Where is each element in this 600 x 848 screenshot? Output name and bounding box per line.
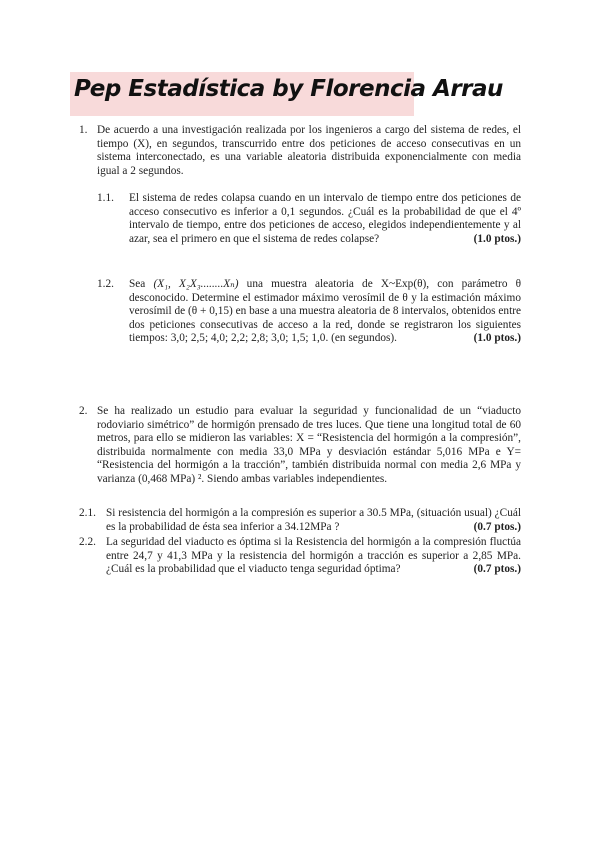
q2-1-block [106, 507, 521, 534]
q1-1-number: 1.1. [97, 192, 114, 204]
q2-text: Se ha realizado un estudio para evaluar la seguridad y funcionalidad de un “viaducto rodoviario simétrico” de hormigón prensado de tres luces. Que tiene una longitud total de 60 metros, para ello se midieron las variables: X = “Resistencia del hormigón a la compresión”, distribuida normalmente con media 33,0 MPa y desviación estándar 5,016 MPa e Y= “Resistencia del hormigón a la tracción”, también distribuida normal con media 2,6 MPa y varianza (0,468 MPa) ². Siendo ambas variables independientes. [97, 405, 521, 485]
q2-1-points: (0.7 ptos.) [473, 520, 521, 533]
q1-text: De acuerdo a una investigación realizada por los ingenieros a cargo del sistema de redes, el tiempo (X), en segundos, transcurrido entre dos peticiones de acceso consecutivas en un sistema interconectado, es una variable aleatoria distribuida exponencialmente con media igual a 2 segundos. [97, 124, 521, 177]
q1-1-text: El sistema de redes colapsa cuando en un intervalo de tiempo entre dos peticiones de acceso consecutivo es inferior a 0,1 segundos. ¿Cuál es la probabilidad de que el 4º intervalo de tiempo, entre dos peticiones de acceso, elegidos independientemente y al azar, sea el primero en que el sistema de redes colapse? [129, 192, 521, 245]
q1-2-points: (1.0 ptos.) [473, 332, 521, 345]
q1-number: 1. [79, 124, 88, 136]
q2-2-points: (0.7 ptos.) [473, 563, 521, 576]
q2-2-number: 2.2. [79, 536, 96, 548]
q1-1-block [129, 192, 521, 246]
q1-2-text: una muestra aleatoria de X~Exp(θ), con parámetro θ desconocido. Determine el estimador máximo verosímil de θ y la estimación máximo verosímil de (θ + 0,15) en base a una muestra aleatoria de 8 intervalos, obtenidos entre dos peticiones consecutivas de acceso a la red, donde se registraron los siguientes tiempos: 3,0; 2,5; 4,0; 2,2; 2,8; 3,0; 1,5; 1,0. (en segundos). [129, 278, 522, 345]
q1-1-points: (1.0 ptos.) [473, 232, 521, 245]
q2-1-number: 2.1. [79, 507, 96, 519]
q2-2-block [106, 536, 521, 577]
q1-2-block [129, 278, 521, 346]
q2-number: 2. [79, 405, 88, 417]
q2-1-text: Si resistencia del hormigón a la compresión es superior a 30.5 MPa, (situación usual) ¿Cuál es la probabilidad de ésta sea inferior a 34.12MPa ? [106, 507, 521, 533]
q1-2-number: 1.2. [97, 278, 114, 290]
page-title: Pep Estadística by Florencia Arrau [74, 76, 503, 102]
q1-2-sample: (X₁, X₂X₃........Xₙ) [153, 278, 239, 290]
q2-2-text: La seguridad del viaducto es óptima si la Resistencia del hormigón a la compresión fluctúa entre 24,7 y 41,3 MPa y la resistencia del hormigón a tracción es superior a 2,85 MPa. ¿Cuál es la probabilidad que el viaducto tenga seguridad óptima? [106, 536, 521, 576]
q1-2-lead: Sea [129, 278, 146, 290]
